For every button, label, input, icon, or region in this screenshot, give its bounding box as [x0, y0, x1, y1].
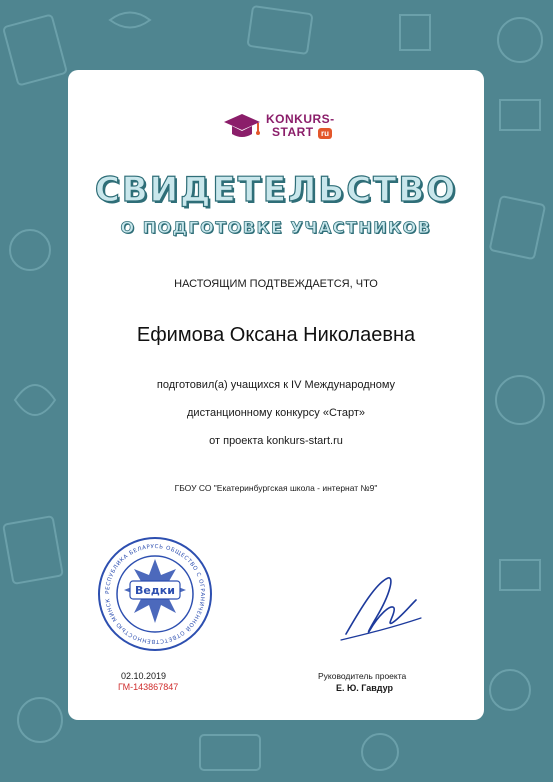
certificate-title: СВИДЕТЕЛЬСТВО [94, 170, 458, 210]
issue-date: 02.10.2019 [121, 671, 167, 681]
logo-text-konkurs: KONKURS- [266, 112, 335, 126]
logo-text-start: START [272, 125, 314, 139]
stamp-ring-text: РЕСПУБЛИКА БЕЛАРУСЬ ОБЩЕСТВО С ОГРАНИЧЕННОЙ ОТВЕТСТВЕННОСТЬЮ МИНСК [104, 543, 206, 645]
official-stamp [96, 535, 214, 653]
konkurs-start-logo [222, 108, 342, 144]
confirmation-text: НАСТОЯЩИМ ПОДТВЕЖДАЕТСЯ, ЧТО [174, 278, 378, 290]
body-line-3: от проекта konkurs-start.ru [209, 435, 343, 447]
certificate-card [68, 70, 484, 720]
graduation-cap-icon [222, 112, 262, 142]
stamp-center-text: Ведки [135, 584, 175, 597]
logo-badge-ru: ru [318, 128, 332, 139]
certificate-subtitle: О ПОДГОТОВКЕ УЧАСТНИКОВ [120, 218, 432, 237]
signatory-name: Е. Ю. Гавдур [336, 683, 394, 693]
signature-image [336, 568, 426, 648]
body-line-2: дистанционному конкурсу «Старт» [187, 407, 365, 419]
signatory-role: Руководитель проекта [318, 671, 407, 681]
certificate-code: ГМ-143867847 [118, 682, 179, 692]
body-line-1: подготовил(а) учащихся к IV Международному [156, 379, 396, 391]
recipient-name: Ефимова Оксана Николаевна [136, 324, 416, 346]
school-name: ГБОУ СО "Екатеринбургская школа - интернат №9" [174, 483, 378, 493]
